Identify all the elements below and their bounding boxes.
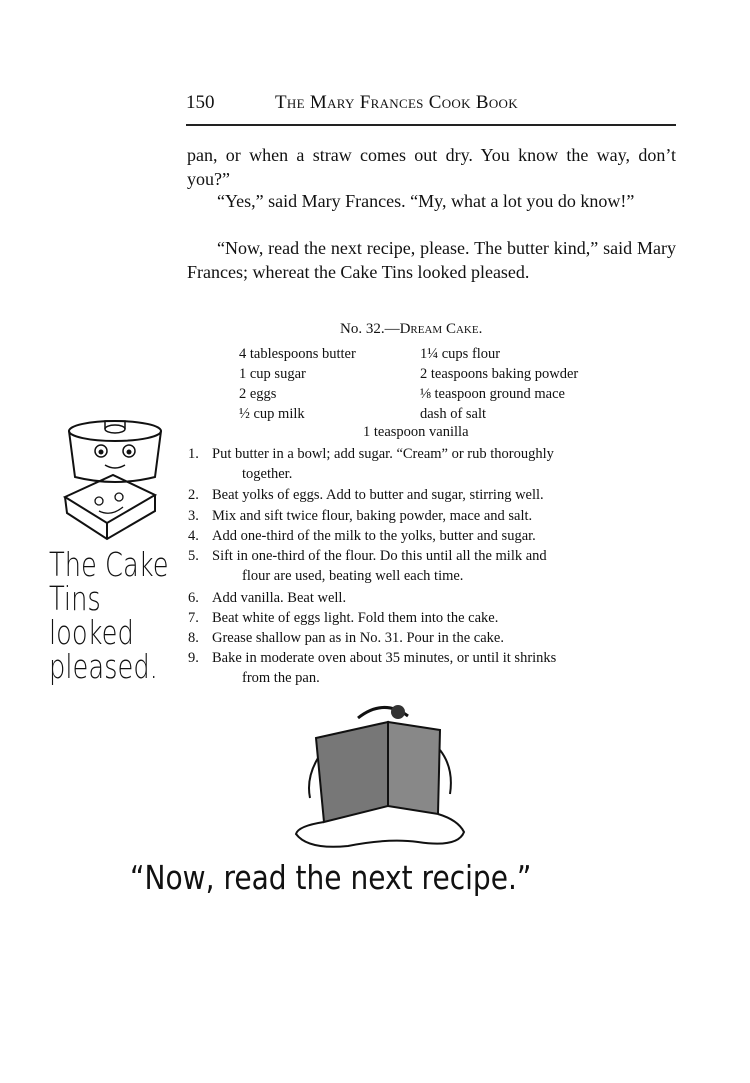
step-9 [188, 648, 682, 688]
ingredient-item: dash of salt [420, 406, 487, 422]
recipe-name: Dream Cake. [399, 321, 483, 337]
step-number: 6. [188, 590, 199, 606]
ingredient-item: 2 teaspoons baking powder [420, 366, 579, 382]
ingredients-left [239, 344, 356, 424]
step-text: Sift in one-third of the flour. Do this until all the milk and [212, 548, 547, 564]
step-text: Beat white of eggs light. Fold them into the cake. [212, 610, 499, 626]
step-text: Add vanilla. Beat well. [212, 590, 347, 606]
step-text-continued: flour are used, beating well each time. [242, 568, 464, 584]
ingredient-item: 2 eggs [239, 386, 277, 402]
step-8 [188, 628, 682, 648]
caption-line: Tins [49, 579, 101, 618]
step-4 [188, 526, 682, 546]
step-text: Mix and sift twice flour, baking powder, mace and salt. [212, 508, 533, 524]
step-number: 2. [188, 487, 199, 503]
step-text: Add one-third of the milk to the yolks, butter and sugar. [212, 528, 536, 544]
step-5 [188, 546, 682, 586]
step-text: Bake in moderate oven about 35 minutes, or until it shrinks [212, 650, 557, 666]
step-number: 5. [188, 548, 199, 564]
step-7 [188, 608, 682, 628]
paragraph-2: “Yes,” said Mary Frances. “My, what a lot you do know!” [217, 191, 635, 211]
ingredients-right [420, 344, 578, 424]
step-number: 9. [188, 650, 199, 666]
ingredient-item: ½ cup milk [239, 406, 305, 422]
step-3 [188, 506, 682, 526]
ingredient-item: 1 cup sugar [239, 366, 306, 382]
paragraph-1: pan, or when a straw comes out dry. You know the way, don’t you?” [187, 145, 676, 189]
page-number: 150 [186, 92, 215, 113]
step-number: 4. [188, 528, 199, 544]
step-text-continued: together. [242, 466, 293, 482]
caption-line: looked [49, 613, 134, 652]
step-text-continued: from the pan. [242, 670, 320, 686]
running-title: The Mary Frances Cook Book [275, 92, 518, 113]
ingredient-item: ⅛ teaspoon ground mace [420, 386, 565, 402]
step-number: 8. [188, 630, 199, 646]
step-text: Put butter in a bowl; add sugar. “Cream” or rub thoroughly [212, 446, 554, 462]
header-rule [186, 124, 676, 126]
step-1 [188, 444, 682, 484]
caption-line: The Cake [49, 545, 169, 584]
paragraph-3: “Now, read the next recipe, please. The butter kind,” said Mary Frances; whereat the Cake Tins looked pleased. [187, 238, 676, 282]
step-6 [188, 588, 682, 608]
recipe-title [340, 321, 482, 338]
step-text: Beat yolks of eggs. Add to butter and sugar, stirring well. [212, 487, 544, 503]
ingredient-vanilla: 1 teaspoon vanilla [363, 424, 469, 440]
bottom-caption: “Now, read the next recipe.” [130, 858, 532, 897]
cake-tins-illustration [55, 415, 175, 550]
cake-tins-caption [49, 545, 169, 686]
step-number: 3. [188, 508, 199, 524]
recipe-number: No. 32.— [340, 321, 400, 337]
step-number: 7. [188, 610, 199, 626]
step-2 [188, 485, 682, 505]
ingredient-item: 4 tablespoons butter [239, 346, 356, 362]
step-number: 1. [188, 446, 199, 462]
step-text: Grease shallow pan as in No. 31. Pour in the cake. [212, 630, 504, 646]
girl-reading-illustration [288, 698, 473, 850]
ingredient-item: 1¼ cups flour [420, 346, 501, 362]
caption-line: pleased. [49, 647, 158, 686]
